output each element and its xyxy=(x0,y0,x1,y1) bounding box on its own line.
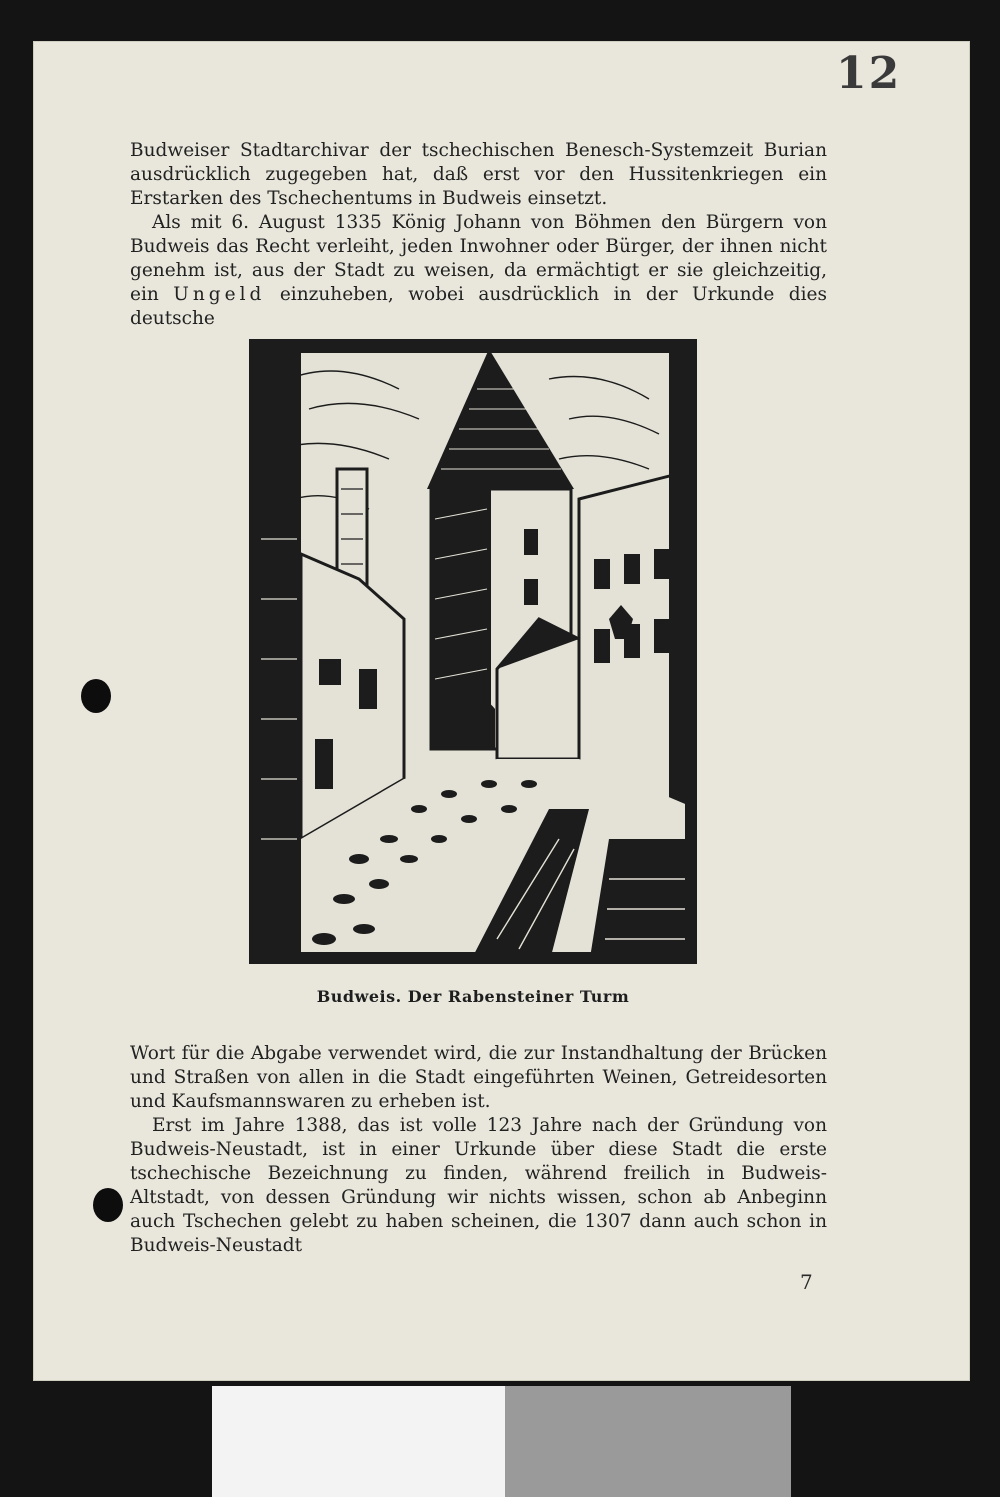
woodcut-illustration xyxy=(249,339,697,964)
street-scene-drawing xyxy=(249,339,697,964)
text-block-bottom xyxy=(130,1042,827,1258)
figure-caption: Budweis. Der Rabensteiner Turm xyxy=(316,987,630,1006)
artist-monogram: AL xyxy=(271,864,295,883)
paragraph: Wort für die Abgabe verwendet wird, die zur Instandhaltung der Brücken und Straßen von allen in die Stadt eingeführten Weinen, Getreidesorten und Kaufsmannswaren zu erheben ist. xyxy=(130,1043,827,1112)
archive-number: 12 xyxy=(836,48,902,99)
page-number: 7 xyxy=(800,1270,813,1294)
paragraph-text: einzuheben, wobei ausdrücklich in der Urkunde dies deutsche xyxy=(130,284,827,329)
punch-hole xyxy=(93,1188,123,1222)
color-calibration-swatch-white xyxy=(212,1386,505,1497)
paragraph-text: Als mit 6. August 1335 König Johann von Böhmen den Bürgern von Budweis das Recht verleiht, jeden Inwohner oder Bürger, der ihnen nicht genehm ist, aus der Stadt zu weisen, da ermächtigt er sie gleichzeitig, ein xyxy=(130,212,827,305)
color-calibration-swatch-gray xyxy=(505,1386,791,1497)
paragraph: Budweiser Stadtarchivar der tschechischen Benesch-Systemzeit Burian ausdrücklich zugegeben hat, daß erst vor den Hussitenkriegen ein Erstarken des Tschechentums in Budweis einsetzt. xyxy=(130,140,827,209)
spaced-word: Ungeld xyxy=(173,284,266,305)
paragraph xyxy=(130,211,827,331)
punch-hole xyxy=(81,679,111,713)
text-block-top xyxy=(130,139,827,331)
paragraph: Erst im Jahre 1388, das ist volle 123 Jahre nach der Gründung von Budweis-Neustadt, ist in einer Urkunde über diese Stadt die erste tschechische Bezeichnung zu finden, während freilich in Budweis-Altstadt, von dessen Gründung wir nichts wissen, schon ab Anbeginn auch Tschechen gelebt zu haben scheinen, die 1307 dann auch schon in Budweis-Neustadt xyxy=(130,1115,827,1256)
